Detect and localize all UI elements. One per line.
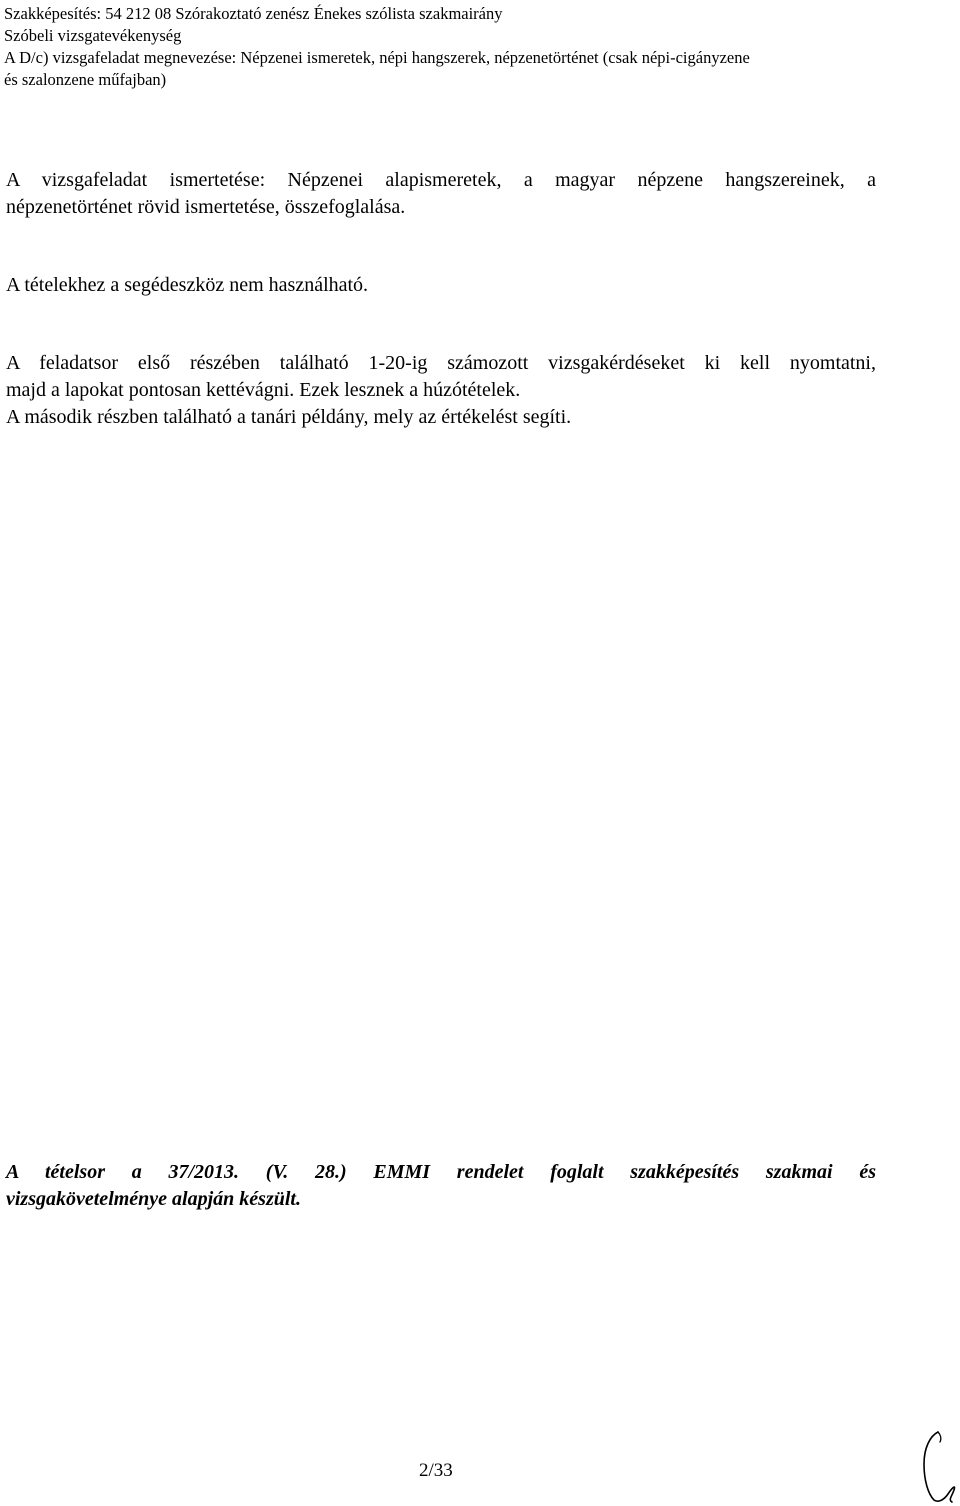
instructions-line-1: A feladatsor első részében található 1-20-ig számozott vizsgakérdéseket ki kell nyomtatni, bbox=[6, 352, 876, 374]
aids-notice bbox=[6, 272, 876, 299]
aids-notice-text: A tételekhez a segédeszköz nem használható. bbox=[6, 274, 369, 296]
regulation-note-line-1: A tételsor a 37/2013. (V. 28.) EMMI rendelet foglalt szakképesítés szakmai és bbox=[6, 1161, 876, 1183]
instructions-line-3: A második részben található a tanári példány, mely az értékelést segíti. bbox=[6, 406, 572, 428]
header-qualification: Szakképesítés: 54 212 08 Szórakoztató zenész Énekes szólista szakmairány bbox=[4, 4, 503, 23]
header-task-name-continued: és szalonzene műfajban) bbox=[4, 70, 167, 89]
header-task-name: A D/c) vizsgafeladat megnevezése: Népzenei ismeretek, népi hangszerek, népzenetörténet (csak népi-cigányzene bbox=[4, 48, 750, 67]
header-activity: Szóbeli vizsgatevékenység bbox=[4, 26, 182, 45]
regulation-note-line-2: vizsgakövetelménye alapján készült. bbox=[6, 1188, 301, 1210]
printing-instructions bbox=[6, 350, 876, 431]
instructions-line-2: majd a lapokat pontosan kettévágni. Ezek lesznek a húzótételek. bbox=[6, 379, 521, 401]
page-number: 2/33 bbox=[419, 1460, 453, 1481]
document-header bbox=[4, 3, 944, 91]
task-description bbox=[6, 167, 876, 221]
task-description-line-1: A vizsgafeladat ismertetése: Népzenei alapismeretek, a magyar népzene hangszereinek, a bbox=[6, 169, 876, 191]
regulation-note bbox=[6, 1159, 876, 1213]
signature-icon bbox=[918, 1428, 958, 1504]
task-description-line-2: népzenetörténet rövid ismertetése, összefoglalása. bbox=[6, 196, 406, 218]
